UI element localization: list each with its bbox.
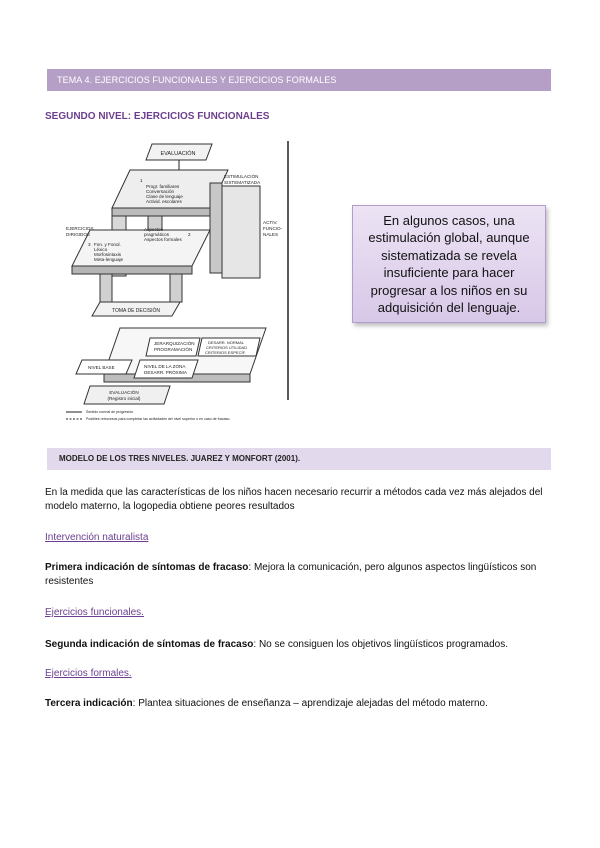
lower-left-pillar	[100, 274, 112, 302]
middle-level-side	[72, 266, 192, 274]
legend-label-1: Sentido normal de progresión.	[86, 410, 135, 414]
item-label-1: Primera indicación de síntomas de fracaso	[45, 562, 249, 573]
estimulacion-label-2: SISTEMATIZADA	[224, 180, 261, 185]
zona-label-2: DESARR. PRÓXIMA	[144, 370, 187, 375]
item-label-2: Segunda indicación de síntomas de fracaso	[45, 639, 254, 650]
activ-label-3: NALES	[263, 232, 279, 237]
aspectos-label-1: Aspectos	[144, 227, 163, 232]
item-label-3: Tercera indicación	[45, 698, 133, 709]
right-pillar	[210, 183, 222, 273]
intro-paragraph: En la medida que las características de los niños hacen necesario recurrir a métodos cada vez más alejados del modelo materno, la logopedia obtiene peores resultados	[45, 487, 543, 512]
ejercicios-label-2: DIRIGIDOS	[66, 232, 90, 237]
caption-text: MODELO DE LOS TRES NIVELES. JUAREZ Y MONFORT (2001).	[59, 454, 301, 463]
evaluation-bottom-label-2: (Registro inicial)	[107, 396, 141, 401]
aspectos-label-3: Aspectos formales	[144, 237, 182, 242]
prog-label-2: Conversación	[146, 189, 175, 194]
estimulacion-label-1: ESTIMULACIÓN	[224, 174, 259, 179]
jerar-label-2: PROGRAMACIÓN	[154, 347, 193, 352]
lower-right-pillar	[170, 274, 182, 302]
ejercicios-label-1: EJERCICIOS	[66, 226, 94, 231]
prog-label-1: Progr. familiares	[146, 184, 180, 189]
item-paragraph-1	[45, 561, 555, 589]
callout-text: En algunos casos, una estimulación global, aunque sistematizada se revela insuficiente para hacer progresar a los niños en su adquisición del lenguaje.	[368, 212, 530, 315]
heading-ejercicios-funcionales[interactable]: Ejercicios funcionales.	[45, 607, 144, 618]
nivel-base-label: NIVEL BASE	[88, 365, 115, 370]
section-title: SEGUNDO NIVEL: EJERCICIOS FUNCIONALES	[45, 111, 270, 122]
evaluation-bottom-box	[84, 386, 170, 404]
desarr-label-1: DESARR. NORMAL	[208, 340, 245, 345]
legend-label-2: Posibles retrocesos para completar las actividades del nivel superior o en caso de fracaso.	[86, 417, 231, 421]
evaluation-top-label: EVALUACIÓN	[160, 151, 196, 157]
aspectos-label-2: pragmáticos	[144, 232, 170, 237]
callout-box	[352, 205, 546, 323]
desarr-label-2: CRITERIOS UTILIDAD	[206, 345, 248, 350]
header-bar	[47, 69, 551, 91]
zona-label-1: NIVEL DE LA ZONA	[144, 364, 186, 369]
caption-bar	[47, 448, 551, 470]
fon-label-3: Morfosintaxis	[94, 252, 122, 257]
right-column	[222, 186, 260, 278]
fon-label-1: Fon. y Fonol.	[94, 242, 121, 247]
heading-ejercicios-formales[interactable]: Ejercicios formales.	[45, 668, 132, 679]
num1-label: 1	[140, 178, 143, 183]
heading-intervencion-naturalista[interactable]: Intervención naturalista	[45, 532, 149, 543]
activ-label-1: ACTIV.	[263, 220, 278, 225]
item-paragraph-3	[45, 697, 555, 711]
item-text-1: : Mejora la comunicación, pero algunos aspectos lingüísticos son resistentes	[45, 562, 537, 587]
desarr-label-3: CRITERIOS ESPECÍF.	[205, 350, 246, 355]
fon-label-4: Meta-lenguaje	[94, 257, 124, 262]
num2-label: 2	[188, 232, 191, 237]
jerar-label-1: JERARQUIZACIÓN	[154, 341, 195, 346]
decision-label: TOMA DE DECISIÓN	[112, 308, 160, 314]
fon-label-2: Léxico	[94, 247, 108, 252]
num3-label: 3	[88, 242, 91, 247]
three-levels-diagram	[60, 138, 292, 430]
activ-label-2: FUNCIO-	[263, 226, 283, 231]
item-text-2: : No se consiguen los objetivos lingüísticos programados.	[253, 639, 508, 650]
upper-level-side	[112, 208, 210, 216]
item-paragraph-2	[45, 638, 555, 652]
evaluation-bottom-label-1: EVALUACIÓN	[109, 390, 139, 395]
zona-box	[134, 360, 198, 378]
prog-label-4: Activid. escolares	[146, 199, 182, 204]
prog-label-3: Clase de lenguaje	[146, 194, 183, 199]
header-title: TEMA 4. EJERCICIOS FUNCIONALES Y EJERCICIOS FORMALES	[57, 75, 337, 85]
item-text-3: : Plantea situaciones de enseñanza – aprendizaje alejadas del método materno.	[132, 698, 488, 709]
